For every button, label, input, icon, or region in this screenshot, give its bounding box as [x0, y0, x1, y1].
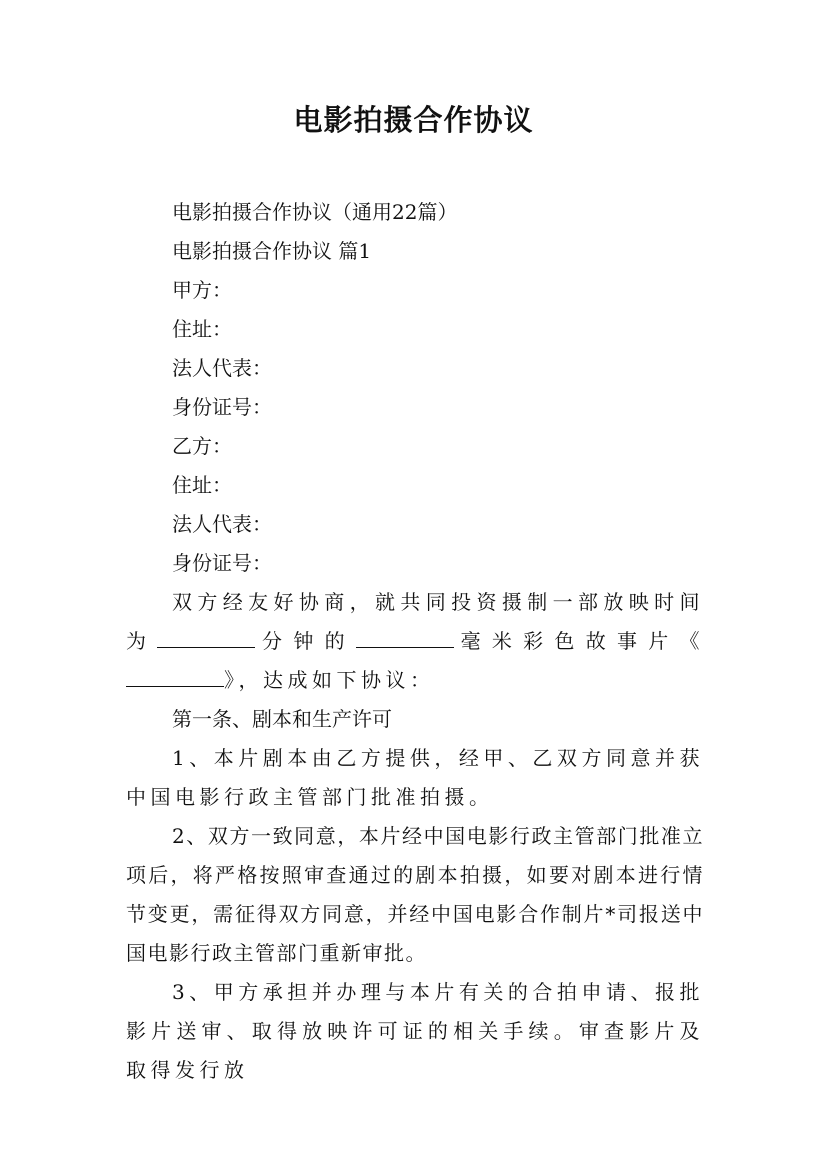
- intro-paragraph: [126, 583, 704, 700]
- intro-text-4: 》，达成如下协议：: [224, 668, 435, 692]
- intro-text-2: 分钟的: [255, 629, 356, 653]
- party-b-label: 乙方：: [172, 434, 232, 458]
- film-gauge-blank: [356, 629, 454, 648]
- party-a-id-label: 身份证号：: [172, 395, 272, 419]
- runtime-blank: [157, 629, 255, 648]
- article-heading: 第一条、剧本和生产许可: [172, 707, 392, 731]
- document-body: [126, 193, 704, 1090]
- party-a-representative-label: 法人代表：: [172, 356, 272, 380]
- clause-paragraph: 1、本片剧本由乙方提供，经甲、乙双方同意并获中国电影行政主管部门批准拍摄。: [126, 746, 704, 809]
- clause-paragraph: 2、双方一致同意，本片经中国电影行政主管部门批准立项后，将严格按照审查通过的剧本拍摄，如要对剧本进行情节变更，需征得双方同意，并经中国电影合作制片*司报送中国电影行政主管部门重新审批。: [126, 824, 704, 965]
- party-a-label: 甲方：: [172, 278, 232, 302]
- film-title-blank: [126, 668, 224, 687]
- document-title: 电影拍摄合作协议: [293, 103, 534, 137]
- intro-text-1: 双方经友好协商，就共同投资摄制一部放映时间为: [126, 590, 704, 653]
- clause-paragraph: 3、甲方承担并办理与本片有关的合拍申请、报批影片送审、取得放映许可证的相关手续。审查影片及取得发行放: [126, 980, 704, 1082]
- section-heading: 电影拍摄合作协议 篇1: [172, 239, 372, 263]
- party-a-address-label: 住址：: [172, 317, 232, 341]
- party-b-address-label: 住址：: [172, 473, 232, 497]
- party-b-representative-label: 法人代表：: [172, 512, 272, 536]
- intro-text-3: 毫米彩色故事片《: [453, 629, 705, 653]
- party-b-id-label: 身份证号：: [172, 551, 272, 575]
- subtitle-line: 电影拍摄合作协议（通用22篇）: [172, 200, 458, 224]
